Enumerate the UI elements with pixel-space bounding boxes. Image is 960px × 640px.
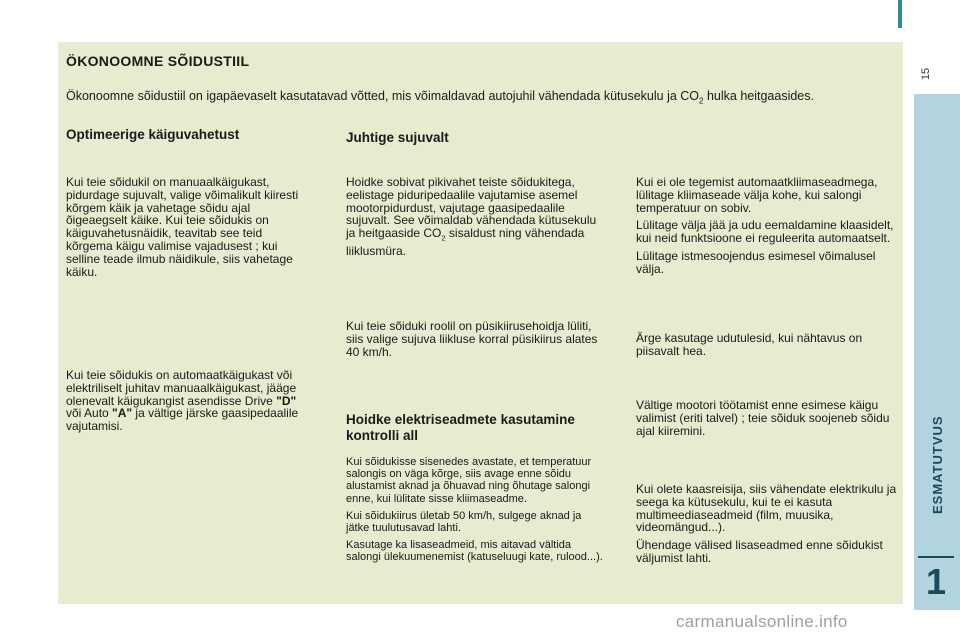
tip-multimedia: Kui olete kaasreisija, siis vähendate elektrikulu ja seega ka kütusekulu, kui te ei kasuta multimeediaseadmeid (film, muusika, videomängud...). <box>636 482 897 535</box>
auto-text-3: ja vältige järske gaasipedaalile vajutamisi. <box>66 406 299 434</box>
smooth-text-1: Hoidke sobivat pikivahet teiste sõidukitega, eelistage piduripedaalile vajutamise asemel mootorpidurdust, vajutage gaasipedaalile sujuvalt. See võimaldab vähendada kütusekulu ja heitgaaside CO <box>346 175 597 241</box>
chapter-number: 1 <box>925 561 947 602</box>
auto-text-2: või Auto <box>66 406 113 421</box>
advice-list-a <box>636 176 898 281</box>
paragraph-automatic-gearbox <box>66 369 304 433</box>
paragraph-following-distance <box>346 176 602 258</box>
chapter-divider <box>918 556 954 558</box>
tip-sunshades: Kasutage ka lisaseadmeid, mis aitavad vältida salongi ülekuumenemist (katuseluugi kate, rulood...). <box>346 539 603 564</box>
paragraph-manual-gearbox: Kui teie sõidukil on manuaalkäigukast, pidurdage sujuvalt, valige võimalikult kiiresti kõrgem käik ja vahetage sõidu ajal õigeaegselt käike. Kui teie sõidukis on käiguvahetusnäidik, teavitab see teid kõrgema käigu valimise vajadusest ; kui selline teade ilmub näidikule, siis vahetage käiku. <box>66 175 299 279</box>
chapter-side-tab <box>914 94 960 610</box>
page-number: 15 <box>920 67 932 81</box>
tip-ventilate: Kui sõidukisse sisenedes avastate, et temperatuur salongis on väga kõrge, siis avage enne sõidu alustamist aknad ja õhuavad ning õhutage salongi enne, kui lülitate sisse kliimaseadme. <box>346 456 592 505</box>
heading-electrical-equipment: Hoidke elektriseadmete kasutamine kontrolli all <box>346 412 575 443</box>
tip-engine-idle: Vältige mootori töötamist enne esimese käigu valimist (eriti talvel) ; teie sõiduk soojeneb sõidu ajal kiiremini. <box>636 398 890 438</box>
page-title: ÖKONOOMNE SÕIDUSTIIL <box>66 53 250 69</box>
intro-subscript: 2 <box>699 96 704 106</box>
electrical-tips <box>346 456 606 569</box>
intro-text-end: hulka heitgaasides. <box>703 89 814 103</box>
intro-text: Ökonoomne sõidustiil on igapäevaselt kasutatavad võtted, mis võimaldavad autojuhil vähendada kütusekulu ja CO <box>66 89 700 103</box>
tip-unplug-accessories: Ühendage välised lisaseadmed enne sõidukist väljumist lahti. <box>636 538 883 565</box>
watermark: carmanualsonline.info <box>676 612 848 631</box>
paragraph-cruise-control: Kui teie sõiduki roolil on püsikiirusehoidja lüliti, siis valige sujuva liikluse korral püsikiirus alates 40 km/h. <box>346 319 598 359</box>
tip-close-windows: Kui sõidukiirus ületab 50 km/h, sulgege aknad ja jätke tuulutusavad lahti. <box>346 509 582 535</box>
tip-air-conditioning: Kui ei ole tegemist automaatkliimaseadmega, lülitage kliimaseade välja kohe, kui salongi temperatuur on sobiv. <box>636 175 878 215</box>
smooth-text-2: sisaldust ning vähendada liiklusmüra. <box>346 226 585 259</box>
smooth-subscript: 2 <box>441 233 446 243</box>
advice-list-b <box>636 483 898 570</box>
top-accent-rule <box>898 0 902 28</box>
auto-text-1: Kui teie sõidukis on automaatkäigukast või elektriliselt juhitav manuaalkäigukast, jääge olenevalt käigukangist asendisse Drive <box>66 368 297 408</box>
chapter-tab-label: ESMATUTVUS <box>930 415 945 514</box>
tip-seat-heating: Lülitage istmesoojendus esimesel võimalusel välja. <box>636 248 876 276</box>
auto-text-auto: "A" <box>112 406 133 421</box>
tip-defrost: Lülitage välja jää ja udu eemaldamine klaasidelt, kui neid funktsioone ei reguleerita automaatselt. <box>636 218 894 246</box>
auto-text-drive: "D" <box>276 393 297 408</box>
heading-smooth-driving: Juhtige sujuvalt <box>346 130 449 145</box>
intro-paragraph <box>66 89 846 109</box>
heading-gear-change: Optimeerige käiguvahetust <box>66 127 240 142</box>
tip-fog-lamps: Ärge kasutage udutulesid, kui nähtavus on piisavalt hea. <box>636 331 863 358</box>
